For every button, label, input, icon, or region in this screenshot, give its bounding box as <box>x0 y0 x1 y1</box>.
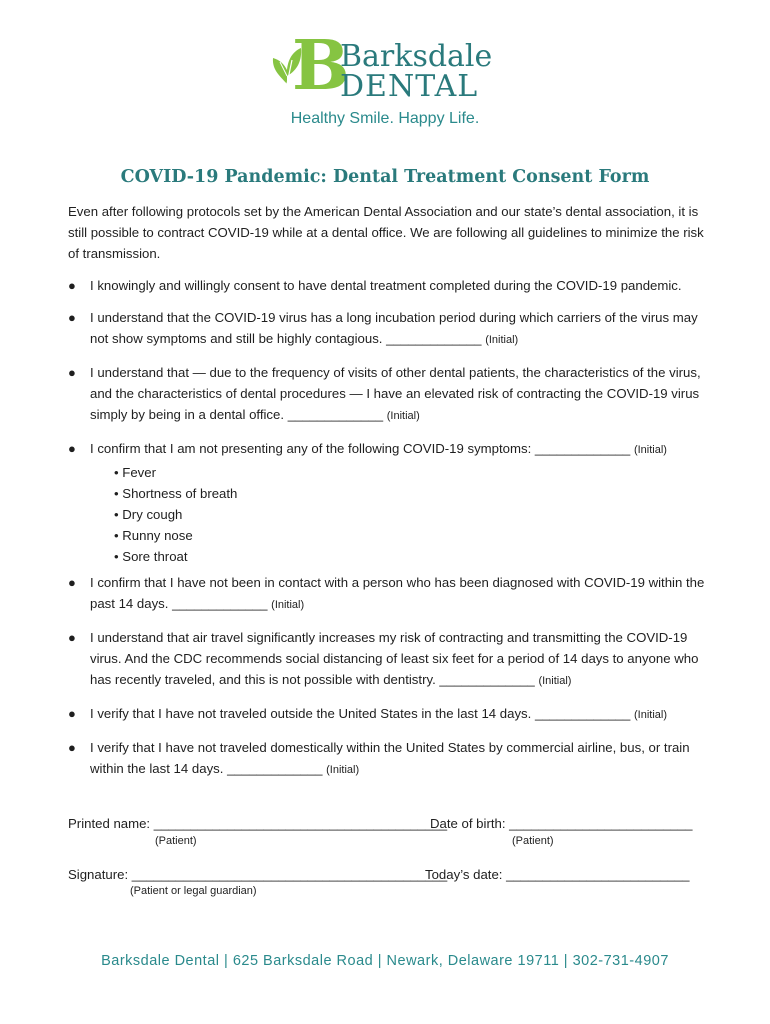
symptom-item: • Shortness of breath <box>114 486 238 501</box>
initial-caption: (Initial) <box>633 444 667 456</box>
company-logo <box>270 26 510 106</box>
initial-caption: (Initial) <box>386 410 420 422</box>
signature-field[interactable]: Signature: ___________________________________________ <box>68 867 448 882</box>
consent-item <box>68 572 708 616</box>
page-title: COVID-19 Pandemic: Dental Treatment Consent Form <box>120 167 650 187</box>
bullet-icon: ● <box>68 441 76 456</box>
consent-item <box>68 307 708 351</box>
symptom-item: • Dry cough <box>114 507 183 522</box>
today-date-field[interactable]: Today’s date: _________________________ <box>425 867 690 882</box>
bullet-icon: ● <box>68 740 76 755</box>
footer-contact: Barksdale Dental | 625 Barksdale Road | Newark, Delaware 19711 | 302-731-4907 <box>101 953 669 969</box>
initial-blank[interactable]: _____________ <box>227 761 323 776</box>
bullet-icon: ● <box>68 575 76 590</box>
initial-blank[interactable]: _____________ <box>534 441 631 456</box>
initial-caption: (Initial) <box>326 764 360 776</box>
initial-blank[interactable]: _____________ <box>172 596 268 611</box>
initial-caption: (Initial) <box>485 334 519 346</box>
initial-caption: (Initial) <box>634 709 668 721</box>
bullet-icon: ● <box>68 310 76 325</box>
dob-caption: (Patient) <box>512 835 554 847</box>
bullet-icon: ● <box>68 278 76 293</box>
printed-name-field[interactable]: Printed name: ________________________________________ <box>68 816 448 831</box>
consent-text: I understand that the COVID-19 virus has a long incubation period during which carriers of the virus may not show symptoms and still be highly contagious. <box>90 310 698 346</box>
symptom-item: • Fever <box>114 465 156 480</box>
consent-text: I confirm that I have not been in contact with a person who has been diagnosed with COVID-19 within the past 14 days. <box>90 575 705 611</box>
bullet-icon: ● <box>68 706 76 721</box>
bullet-icon: ● <box>68 630 76 645</box>
consent-item <box>68 703 708 726</box>
initial-blank[interactable]: _____________ <box>534 706 631 721</box>
consent-text: I understand that air travel significantly increases my risk of contracting and transmitting the COVID-19 virus. And the CDC recommends social distancing of least six feet for a period of 14 days to anyone who has recently traveled, and this is not possible with dentistry. <box>90 630 699 687</box>
consent-item <box>68 737 708 781</box>
intro-paragraph: Even after following protocols set by the American Dental Association and our state’s dental association, it is still possible to contract COVID-19 while at a dental office. We are following all guidelines to minimize the risk of transmission. <box>68 204 704 261</box>
consent-item <box>68 627 708 692</box>
consent-text: I understand that — due to the frequency of visits of other dental patients, the characteristics of the virus, and the characteristics of dental procedures — I have an elevated risk of contracting the COVID-19 virus simply by being in a dental office. <box>90 365 701 422</box>
bullet-icon: ● <box>68 365 76 380</box>
consent-list <box>68 275 708 792</box>
logo-name-bottom: DENTAL <box>340 69 479 104</box>
initial-caption: (Initial) <box>271 599 305 611</box>
initial-caption: (Initial) <box>538 675 572 687</box>
logo-mark: B <box>292 26 350 106</box>
printed-name-caption: (Patient) <box>155 835 197 847</box>
initial-blank[interactable]: _____________ <box>287 407 384 422</box>
tagline: Healthy Smile. Happy Life. <box>290 110 480 127</box>
symptom-item: • Sore throat <box>114 549 188 564</box>
consent-item <box>68 275 708 296</box>
consent-item <box>68 362 708 427</box>
consent-text: I confirm that I am not presenting any of the following COVID-19 symptoms: <box>90 441 532 456</box>
logo-name-top: Barksdale <box>340 39 493 74</box>
consent-text: I knowingly and willingly consent to have dental treatment completed during the COVID-19 pandemic. <box>90 278 682 293</box>
dob-field[interactable]: Date of birth: _________________________ <box>430 816 693 831</box>
symptom-item: • Runny nose <box>114 528 193 543</box>
consent-text: I verify that I have not traveled domestically within the United States by commercial airline, bus, or train within the last 14 days. <box>90 740 690 776</box>
symptom-list <box>90 462 708 567</box>
signature-caption: (Patient or legal guardian) <box>130 885 257 897</box>
initial-blank[interactable]: _____________ <box>439 672 535 687</box>
consent-item <box>68 438 708 567</box>
consent-text: I verify that I have not traveled outside the United States in the last 14 days. <box>90 706 532 721</box>
initial-blank[interactable]: _____________ <box>386 331 482 346</box>
